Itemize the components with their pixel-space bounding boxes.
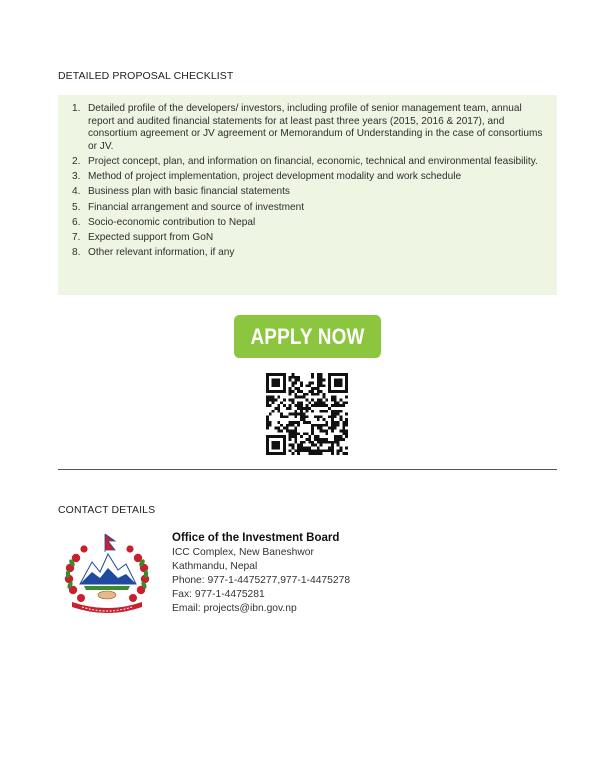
contact-block — [172, 531, 350, 616]
checklist-item: 6. Socio-economic contribution to Nepal — [72, 216, 256, 228]
contact-heading: CONTACT DETAILS — [58, 504, 156, 516]
qr-code-icon[interactable] — [266, 373, 348, 455]
checklist-item: 8. Other relevant information, if any — [72, 247, 235, 259]
checklist-item-text: Other relevant information, if any — [88, 247, 235, 259]
city-line: Kathmandu, Nepal — [172, 561, 258, 572]
checklist-item: 2. Project concept, plan, and information on financial, economic, technical and environmental feasibility. — [72, 155, 538, 167]
checklist-heading: DETAILED PROPOSAL CHECKLIST — [58, 70, 234, 82]
address-line: ICC Complex, New Baneshwor — [172, 547, 314, 558]
nepal-emblem-icon — [58, 528, 156, 614]
org-name: Office of the Investment Board — [172, 532, 340, 544]
apply-now-button[interactable]: APPLY NOW — [234, 315, 381, 358]
checklist-item: 5. Financial arrangement and source of investment — [72, 201, 305, 213]
email-line[interactable]: Email: projects@ibn.gov.np — [172, 603, 297, 614]
checklist-item-text: Project concept, plan, and information on financial, economic, technical and environmental feasibility. — [88, 155, 538, 167]
checklist-list — [70, 103, 543, 260]
checklist-item-text: Detailed profile of the developers/ investors, including profile of senior management team, annual report and audited financial statements for at least past three years (2015, 2016 & 2017), and consortium agreement or JV agreement or Memorandum of Understanding in the case of consortiums or JV. — [88, 103, 543, 152]
checklist-item: 1. Detailed profile of the developers/ investors, including profile of senior management team, annual report and audited financial statements for at least past three years (2015, 2016 & 2017), and consortium agreement or JV agreement or Memorandum of Understanding in the case of consortiums or JV. — [72, 103, 543, 152]
checklist-item-text: Method of project implementation, project development modality and work schedule — [88, 171, 462, 183]
checklist-item: 3. Method of project implementation, project development modality and work schedule — [72, 171, 462, 183]
checklist-item-text: Financial arrangement and source of investment — [88, 201, 305, 213]
checklist-item-text: Socio-economic contribution to Nepal — [88, 216, 256, 228]
fax-line: Fax: 977-1-4475281 — [172, 589, 265, 600]
checklist-item: 4. Business plan with basic financial statements — [72, 186, 290, 198]
phone-line: Phone: 977-1-4475277,977-1-4475278 — [172, 575, 351, 586]
checklist-item-text: Business plan with basic financial statements — [88, 186, 290, 198]
checklist-item-text: Expected support from GoN — [88, 231, 214, 243]
checklist-item: 7. Expected support from GoN — [72, 231, 214, 243]
checklist-box — [58, 95, 557, 295]
section-divider — [58, 469, 557, 470]
